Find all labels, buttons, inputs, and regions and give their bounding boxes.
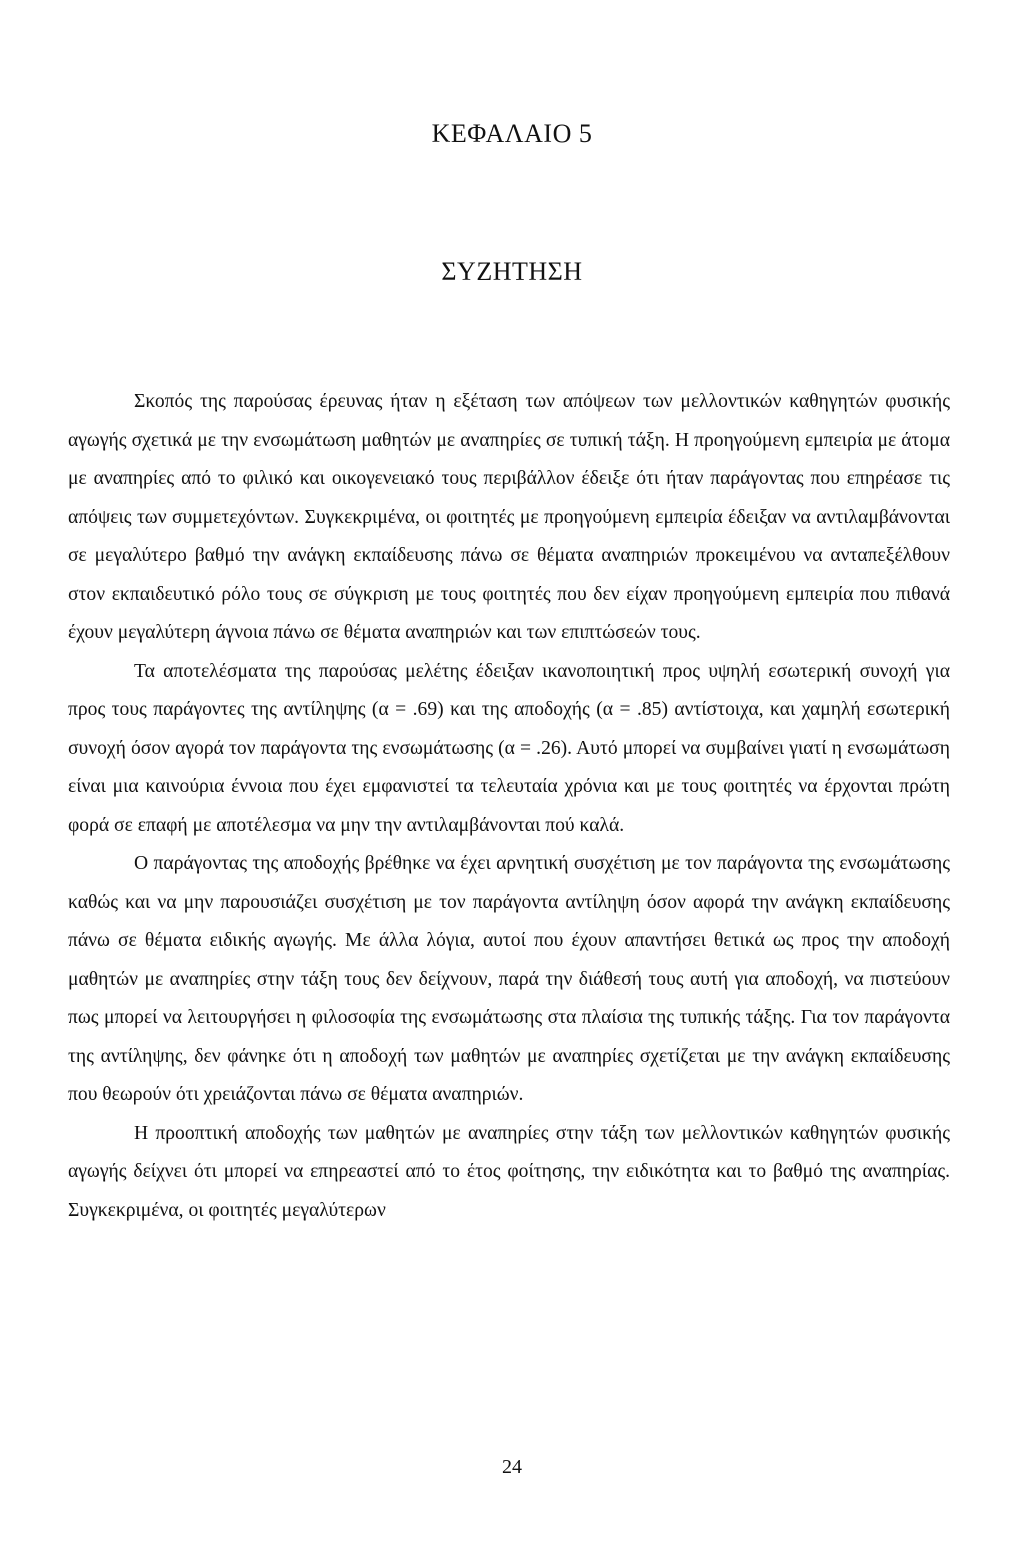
- paragraph: Σκοπός της παρούσας έρευνας ήταν η εξέταση των απόψεων των μελλοντικών καθηγητών φυσικής αγωγής σχετικά με την ενσωμάτωση μαθητών με αναπηρίες σε τυπική τάξη. Η προηγούμενη εμπειρία με άτομα με αναπηρίες από το φιλικό και οικογενειακό τους περιβάλλον έδειξε ότι ήταν παράγοντας που επηρέασε τις απόψεις των συμμετεχόντων. Συγκεκριμένα, οι φοιτητές με προηγούμενη εμπειρία έδειξαν να αντιλαμβάνονται σε μεγαλύτερο βαθμό την ανάγκη εκπαίδευσης πάνω σε θέματα αναπηριών προκειμένου να ανταπεξέλθουν στον εκπαιδευτικό ρόλο τους σε σύγκριση με τους φοιτητές που δεν είχαν προηγούμενη εμπειρία που πιθανά έχουν μεγαλύτερη άγνοια πάνω σε θέματα αναπηριών και των επιπτώσεών τους.: [68, 391, 950, 643]
- section-title: ΣΥΖΗΤΗΣΗ: [441, 257, 583, 286]
- paragraph: Η προοπτική αποδοχής των μαθητών με αναπηρίες στην τάξη των μελλοντικών καθηγητών φυσικής αγωγής δείχνει ότι μπορεί να επηρεαστεί από το έτος φοίτησης, την ειδικότητα και το βαθμό της αναπηρίας. Συγκεκριμένα, οι φοιτητές μεγαλύτερων: [68, 1122, 950, 1221]
- body-text: [68, 383, 950, 1230]
- chapter-title: ΚΕΦΑΛΑΙΟ 5: [431, 119, 593, 148]
- paragraph: Τα αποτελέσματα της παρούσας μελέτης έδειξαν ικανοποιητική προς υψηλή εσωτερική συνοχή για προς τους παράγοντες της αντίληψης (α = .69) και της αποδοχής (α = .85) αντίστοιχα, και χαμηλή εσωτερική συνοχή όσον αγορά τον παράγοντα της ενσωμάτωσης (α = .26). Αυτό μπορεί να συμβαίνει γιατί η ενσωμάτωση είναι μια καινούρια έννοια που έχει εμφανιστεί τα τελευταία χρόνια και με τους φοιτητές να έρχονται πρώτη φορά σε επαφή με αποτέλεσμα να μην την αντιλαμβάνονται πού καλά.: [68, 660, 950, 836]
- page-number: 24: [502, 1456, 522, 1478]
- paragraph: Ο παράγοντας της αποδοχής βρέθηκε να έχει αρνητική συσχέτιση με τον παράγοντα της ενσωμάτωσης καθώς και να μην παρουσιάζει συσχέτιση με τον παράγοντα αντίληψη όσον αφορά την ανάγκη εκπαίδευσης πάνω σε θέματα ειδικής αγωγής. Με άλλα λόγια, αυτοί που έχουν απαντήσει θετικά ως προς την αποδοχή μαθητών με αναπηρίες στην τάξη τους δεν δείχνουν, παρά την διάθεσή τους αυτή για αποδοχή, να πιστεύουν πως μπορεί να λειτουργήσει η φιλοσοφία της ενσωμάτωσης στα πλαίσια της τυπικής τάξης. Για τον παράγοντα της αντίληψης, δεν φάνηκε ότι η αποδοχή των μαθητών με αναπηρίες σχετίζεται με την ανάγκη εκπαίδευσης που θεωρούν ότι χρειάζονται πάνω σε θέματα αναπηριών.: [68, 853, 950, 1105]
